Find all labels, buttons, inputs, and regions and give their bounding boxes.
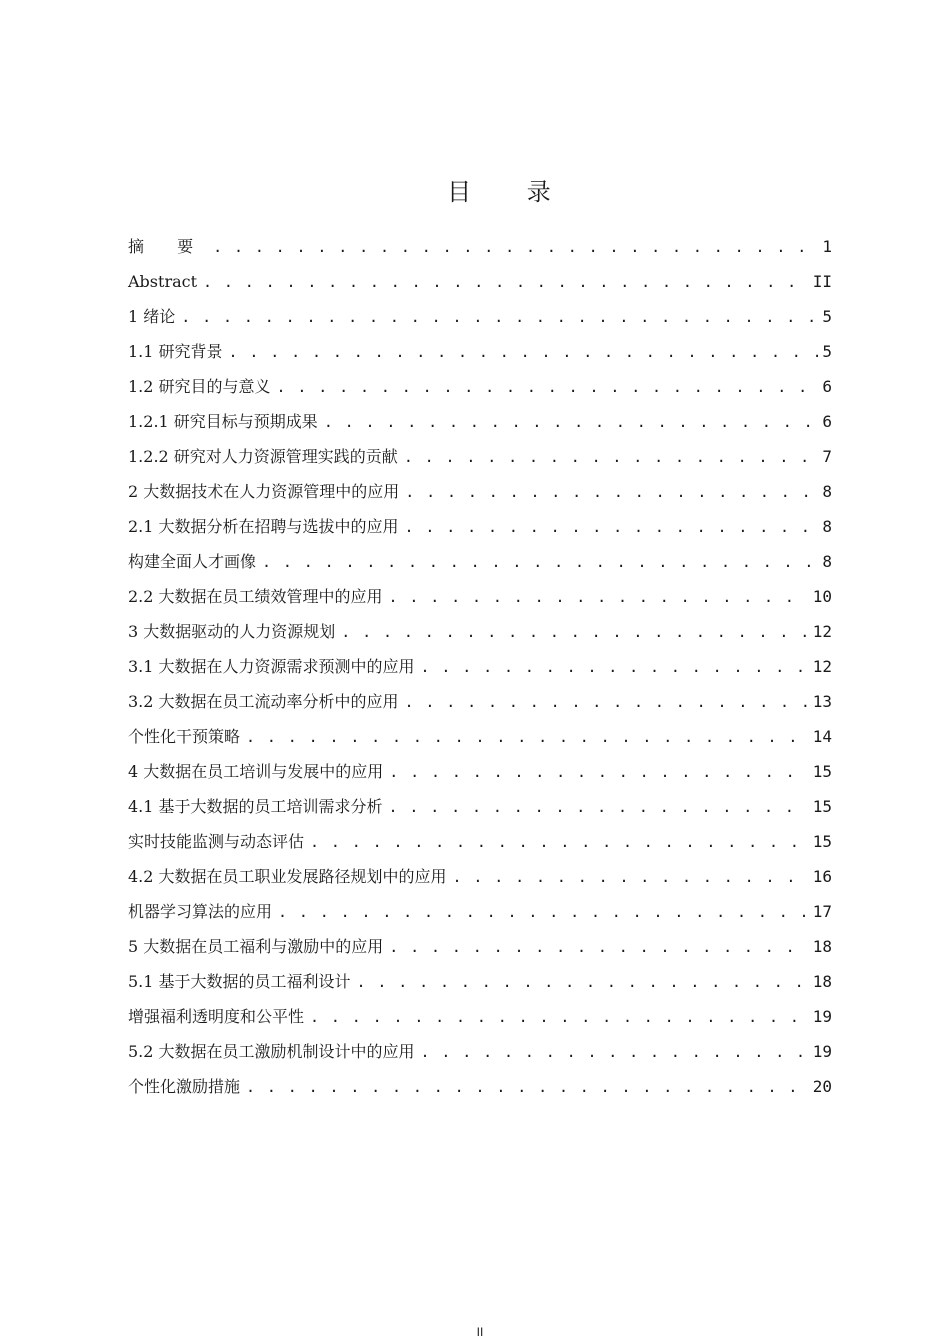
toc-entry[interactable] [128, 684, 832, 719]
table-of-contents [128, 229, 832, 1104]
toc-entry-page: II [812, 272, 832, 291]
toc-entry[interactable] [128, 474, 832, 509]
toc-entry-page: 17 [812, 902, 832, 921]
toc-entry-page: 19 [812, 1042, 832, 1061]
toc-entry-label: 个性化干预策略 [128, 727, 241, 746]
toc-dot-leader [277, 370, 819, 405]
toc-entry-label: 3.2 大数据在员工流动率分析中的应用 [128, 692, 399, 711]
toc-entry-label: 3 大数据驱动的人力资源规划 [128, 622, 336, 641]
toc-entry-label: Abstract [128, 272, 198, 291]
toc-entry-page: 6 [822, 412, 832, 431]
toc-dot-leader [324, 405, 819, 440]
toc-entry-page: 8 [822, 482, 832, 501]
toc-dot-leader [421, 650, 809, 685]
toc-entry[interactable] [128, 544, 832, 579]
toc-dot-leader [229, 335, 819, 370]
toc-entry-page: 8 [822, 517, 832, 536]
toc-dot-leader [213, 230, 818, 265]
toc-entry-page: 16 [812, 867, 832, 886]
toc-dot-leader [246, 1070, 809, 1105]
toc-entry-label: 1.2.1 研究目标与预期成果 [128, 412, 318, 431]
toc-dot-leader [262, 545, 818, 580]
toc-dot-leader [310, 825, 809, 860]
toc-entry-page: 13 [812, 692, 832, 711]
toc-entry-label: 个性化激励措施 [128, 1077, 241, 1096]
toc-entry-label: 5 大数据在员工福利与激励中的应用 [128, 937, 384, 956]
toc-entry-label: 摘 要 [128, 237, 208, 256]
toc-entry[interactable] [128, 649, 832, 684]
toc-entry-label: 2.1 大数据分析在招聘与选拔中的应用 [128, 517, 399, 536]
toc-dot-leader [405, 475, 818, 510]
toc-dot-leader [278, 895, 809, 930]
toc-entry-page: 15 [812, 797, 832, 816]
toc-dot-leader [405, 510, 819, 545]
toc-entry-page: 1 [822, 237, 832, 256]
toc-entry[interactable] [128, 369, 832, 404]
toc-entry[interactable] [128, 264, 832, 299]
toc-entry-page: 20 [812, 1077, 832, 1096]
toc-entry[interactable] [128, 999, 832, 1034]
toc-entry-label: 1 绪论 [128, 307, 176, 326]
toc-entry-page: 5 [822, 342, 832, 361]
toc-dot-leader [181, 300, 818, 335]
toc-dot-leader [203, 265, 809, 300]
page-title: 目 录 [447, 178, 575, 206]
toc-dot-leader [389, 580, 809, 615]
toc-dot-leader [310, 1000, 809, 1035]
toc-entry-page: 8 [822, 552, 832, 571]
toc-entry-page: 12 [812, 622, 832, 641]
toc-entry[interactable] [128, 754, 832, 789]
toc-entry-label: 2.2 大数据在员工绩效管理中的应用 [128, 587, 383, 606]
toc-dot-leader [405, 685, 809, 720]
toc-dot-leader [357, 965, 809, 1000]
toc-entry[interactable] [128, 299, 832, 334]
toc-entry[interactable] [128, 719, 832, 754]
toc-dot-leader [389, 755, 808, 790]
toc-entry[interactable] [128, 929, 832, 964]
toc-entry[interactable] [128, 789, 832, 824]
toc-entry[interactable] [128, 229, 832, 264]
toc-entry-page: 14 [812, 727, 832, 746]
toc-entry-label: 4.2 大数据在员工职业发展路径规划中的应用 [128, 867, 447, 886]
toc-entry[interactable] [128, 404, 832, 439]
toc-entry-page: 6 [822, 377, 832, 396]
toc-entry[interactable] [128, 579, 832, 614]
toc-entry-label: 2 大数据技术在人力资源管理中的应用 [128, 482, 400, 501]
toc-dot-leader [341, 615, 808, 650]
toc-entry-label: 构建全面人才画像 [128, 552, 257, 571]
toc-dot-leader [246, 720, 809, 755]
toc-entry-label: 4.1 基于大数据的员工培训需求分析 [128, 797, 383, 816]
toc-entry-label: 5.1 基于大数据的员工福利设计 [128, 972, 351, 991]
toc-entry-page: 15 [812, 832, 832, 851]
toc-dot-leader [421, 1035, 809, 1070]
toc-entry-page: 10 [812, 587, 832, 606]
toc-entry[interactable] [128, 859, 832, 894]
toc-entry[interactable] [128, 1069, 832, 1104]
toc-entry[interactable] [128, 509, 832, 544]
toc-entry-label: 4 大数据在员工培训与发展中的应用 [128, 762, 384, 781]
toc-entry-label: 1.2.2 研究对人力资源管理实践的贡献 [128, 447, 398, 466]
toc-dot-leader [404, 440, 819, 475]
toc-entry-label: 实时技能监测与动态评估 [128, 832, 305, 851]
toc-entry[interactable] [128, 334, 832, 369]
toc-dot-leader [453, 860, 809, 895]
toc-entry[interactable] [128, 964, 832, 999]
toc-entry[interactable] [128, 1034, 832, 1069]
page-number: II [476, 1325, 484, 1339]
toc-entry-label: 增强福利透明度和公平性 [128, 1007, 305, 1026]
toc-entry-page: 19 [812, 1007, 832, 1026]
toc-entry-label: 3.1 大数据在人力资源需求预测中的应用 [128, 657, 415, 676]
toc-dot-leader [389, 790, 809, 825]
toc-entry-page: 7 [822, 447, 832, 466]
toc-entry[interactable] [128, 824, 832, 859]
toc-entry-page: 18 [812, 972, 832, 991]
toc-entry-page: 18 [812, 937, 832, 956]
toc-entry-page: 12 [812, 657, 832, 676]
toc-entry-page: 15 [812, 762, 832, 781]
toc-entry[interactable] [128, 894, 832, 929]
toc-dot-leader [389, 930, 808, 965]
toc-entry-page: 5 [822, 307, 832, 326]
toc-entry[interactable] [128, 614, 832, 649]
toc-entry-label: 机器学习算法的应用 [128, 902, 273, 921]
toc-entry-label: 1.2 研究目的与意义 [128, 377, 271, 396]
toc-entry[interactable] [128, 439, 832, 474]
toc-entry-label: 1.1 研究背景 [128, 342, 223, 361]
toc-entry-label: 5.2 大数据在员工激励机制设计中的应用 [128, 1042, 415, 1061]
